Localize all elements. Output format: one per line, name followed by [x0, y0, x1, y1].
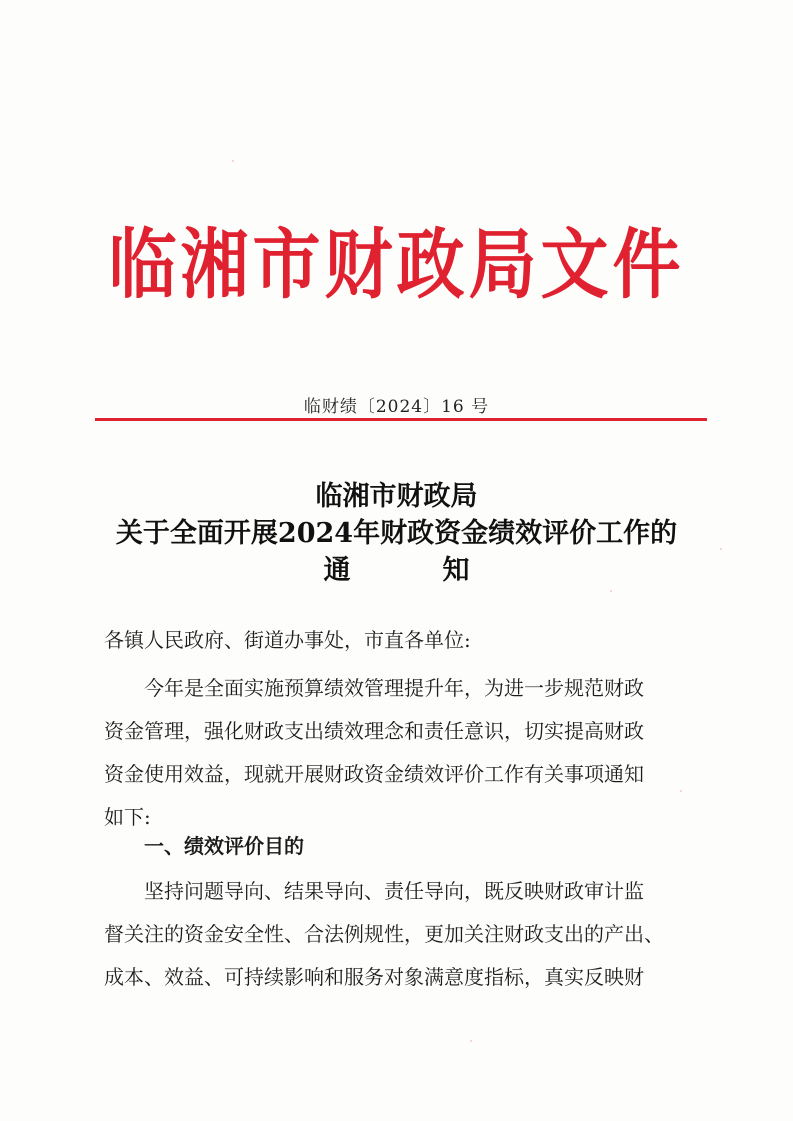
paragraph-intro [104, 667, 704, 839]
section-heading-1: 一、绩效评价目的 [144, 834, 304, 858]
paragraph-line: 资金管理，强化财政支出绩效理念和责任意识，切实提高财政 [104, 719, 644, 743]
paragraph-line: 坚持问题导向、结果导向、责任导向，既反映财政审计监 [144, 879, 644, 903]
paragraph-line: 如下: [104, 805, 151, 829]
title-line-1: 临湘市财政局 [315, 481, 478, 512]
document-number: 临财绩〔2024〕16 号 [303, 397, 490, 417]
title-notice-char-1: 通 [323, 555, 351, 586]
salutation: 各镇人民政府、街道办事处，市直各单位: [104, 628, 471, 652]
paragraph-line: 督关注的资金安全性、合法例规性，更加关注财政支出的产出、 [104, 922, 664, 946]
title-notice-char-2: 知 [442, 555, 470, 586]
document-title [0, 478, 793, 589]
paper-speck [470, 1040, 472, 1042]
paragraph-line: 今年是全面实施预算绩效管理提升年，为进一步规范财政 [144, 676, 644, 700]
title-line-2: 关于全面开展2024年财政资金绩效评价工作的 [115, 518, 678, 549]
agency-header-title: 临湘市财政局文件 [108, 221, 685, 311]
paragraph-line: 资金使用效益，现就开展财政资金绩效评价工作有关事项通知 [104, 762, 644, 786]
paragraph-line: 成本、效益、可持续影响和服务对象满意度指标，真实反映财 [104, 965, 644, 989]
title-line-3 [0, 552, 793, 589]
paper-speck [232, 160, 234, 162]
paper-speck [680, 790, 682, 792]
paper-speck [610, 590, 612, 592]
paper-speck [720, 548, 722, 550]
red-divider-line [95, 418, 707, 421]
paragraph-purpose [104, 870, 704, 999]
